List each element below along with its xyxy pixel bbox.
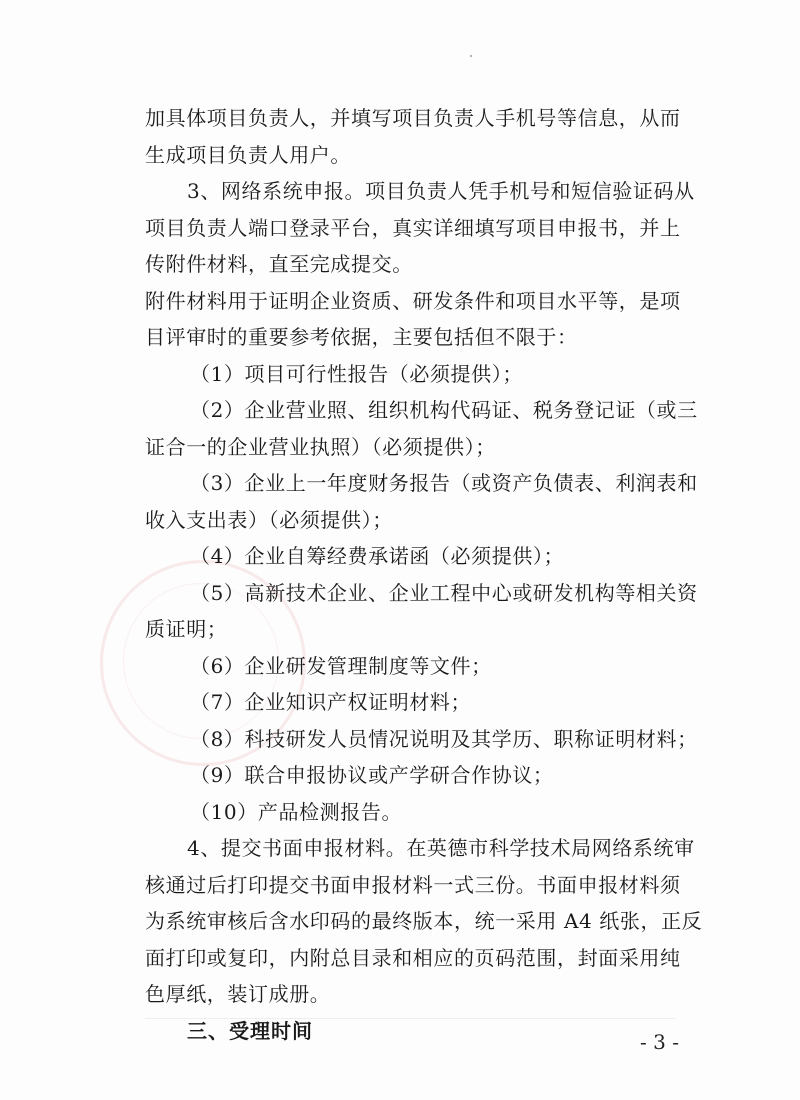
list-item: （1）项目可行性报告（必须提供）； [190,361,523,386]
document-body [145,100,703,1049]
body-line: 面打印或复印，内附总目录和相应的页码范围，封面采用纯 [145,945,681,970]
list-item: （3）企业上一年度财务报告（或资产负债表、利润表和 [190,471,698,495]
body-line: 核通过后打印提交书面申报材料一式三份。书面申报材料须 [145,872,681,897]
body-line: 色厚纸，装订成册。 [145,982,331,1006]
list-item: （7）企业知识产权证明材料； [190,690,472,714]
step-4-paragraph: 4、提交书面申报材料。在英德市科学技术局网络系统审 [187,836,695,860]
list-item: （4）企业自筹经费承诺函（必须提供）； [190,544,565,568]
body-line: 为系统审核后含水印码的最终版本，统一采用 A4 纸张，正反 [145,909,703,933]
body-line: 传附件材料，直至完成提交。 [145,252,413,276]
list-item: （6）企业研发管理制度等文件； [190,653,492,678]
body-line: 生成项目负责人用户。 [145,142,351,167]
scan-speck [470,55,472,57]
page-number: - 3 - [640,1030,679,1054]
body-line: 加具体项目负责人，并填写项目负责人手机号等信息，从而 [145,106,681,130]
footer-divider [145,1018,675,1019]
body-line: 项目负责人端口登录平台，真实详细填写项目申报书，并上 [145,215,681,240]
list-item-continuation: 证合一的企业营业执照）（必须提供）； [145,434,496,459]
list-item: （2）企业营业照、组织机构代码证、税务登记证（或三 [190,398,698,422]
list-item: （9）联合申报协议或产学研合作协议； [190,763,554,787]
list-item-continuation: 质证明； [145,617,228,641]
list-item: （5）高新技术企业、企业工程中心或研发机构等相关资 [190,580,698,605]
attachments-intro: 附件材料用于证明企业资质、研发条件和项目水平等，是项 [145,288,681,313]
list-item: （10）产品检测报告。 [190,799,403,824]
step-3-paragraph: 3、网络系统申报。项目负责人凭手机号和短信验证码从 [187,179,695,203]
list-item-continuation: 收入支出表）（必须提供）； [145,507,393,532]
list-item: （8）科技研发人员情况说明及其学历、职称证明材料； [190,726,698,751]
body-line: 目评审时的重要参考依据，主要包括但不限于： [145,325,578,349]
section-heading: 三、受理时间 [187,1018,313,1043]
